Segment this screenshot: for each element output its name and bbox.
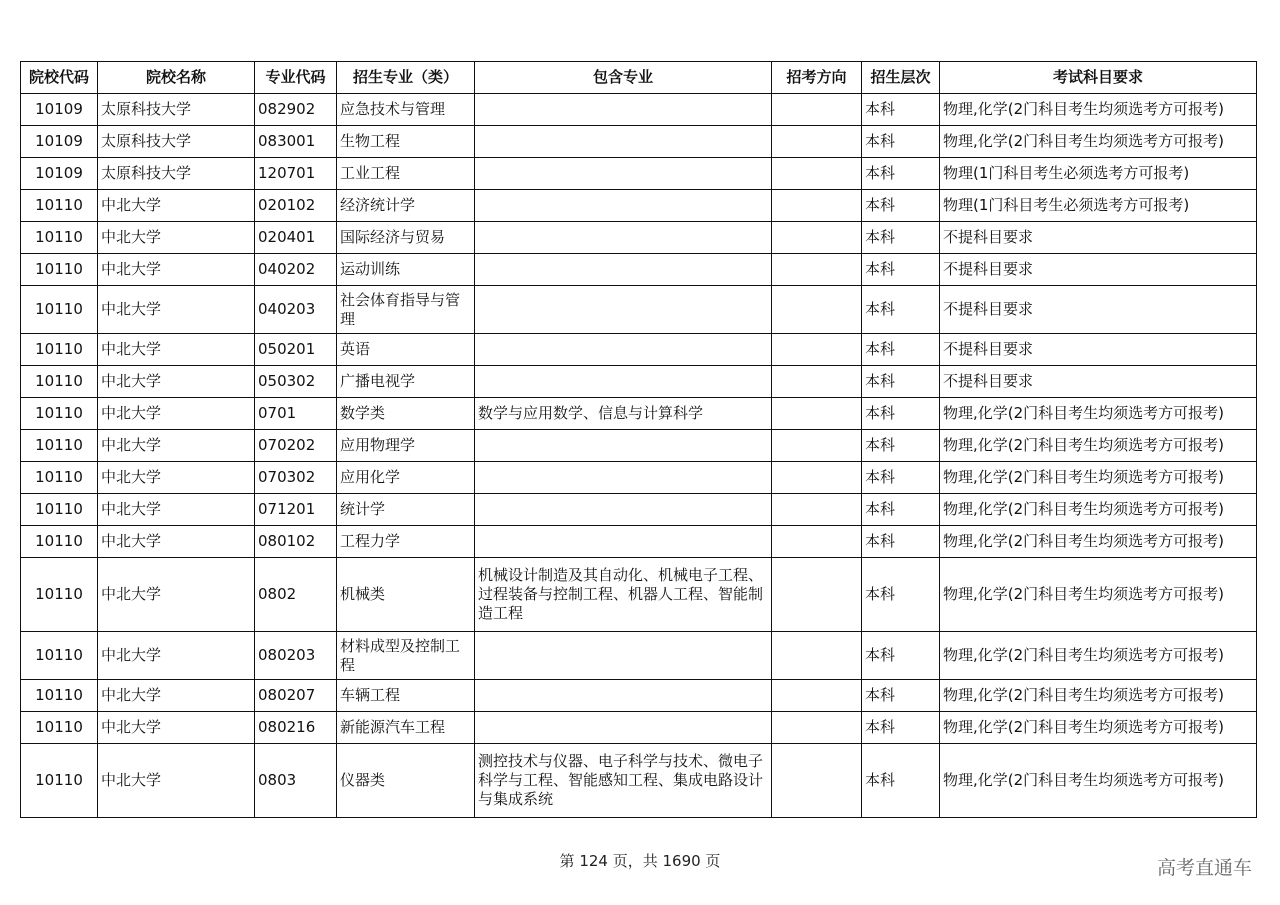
cell-direction [772,680,862,712]
cell-school-name: 中北大学 [98,254,255,286]
cell-major-code: 080102 [255,526,337,558]
cell-direction [772,366,862,398]
cell-school-code: 10110 [21,558,98,632]
table-row [21,158,1257,190]
cell-subject-requirements: 物理,化学(2门科目考生均须选考方可报考) [940,744,1257,818]
cell-subject-requirements: 不提科目要求 [940,254,1257,286]
header-school-code: 院校代码 [21,62,98,94]
cell-level: 本科 [862,158,940,190]
header-included-majors: 包含专业 [475,62,772,94]
cell-major: 新能源汽车工程 [337,712,475,744]
cell-major: 材料成型及控制工程 [337,632,475,680]
cell-school-code: 10110 [21,430,98,462]
cell-major: 应用物理学 [337,430,475,462]
cell-included-majors [475,190,772,222]
cell-included-majors: 机械设计制造及其自动化、机械电子工程、过程装备与控制工程、机器人工程、智能制造工程 [475,558,772,632]
cell-included-majors: 数学与应用数学、信息与计算科学 [475,398,772,430]
cell-subject-requirements: 物理,化学(2门科目考生均须选考方可报考) [940,494,1257,526]
table-row [21,254,1257,286]
cell-major: 应急技术与管理 [337,94,475,126]
cell-school-code: 10109 [21,126,98,158]
header-school-name: 院校名称 [98,62,255,94]
table-row [21,462,1257,494]
cell-major-code: 020401 [255,222,337,254]
cell-major-code: 0803 [255,744,337,818]
cell-school-name: 中北大学 [98,632,255,680]
cell-major: 工程力学 [337,526,475,558]
cell-major: 车辆工程 [337,680,475,712]
cell-direction [772,558,862,632]
cell-major-code: 070202 [255,430,337,462]
cell-subject-requirements: 不提科目要求 [940,334,1257,366]
cell-level: 本科 [862,744,940,818]
cell-included-majors [475,286,772,334]
cell-major-code: 0701 [255,398,337,430]
cell-school-code: 10110 [21,366,98,398]
table-row [21,680,1257,712]
cell-school-code: 10110 [21,494,98,526]
cell-major-code: 071201 [255,494,337,526]
table-row [21,190,1257,222]
cell-included-majors [475,254,772,286]
cell-major: 运动训练 [337,254,475,286]
cell-major: 英语 [337,334,475,366]
cell-level: 本科 [862,94,940,126]
header-direction: 招考方向 [772,62,862,94]
cell-included-majors [475,222,772,254]
cell-included-majors [475,366,772,398]
cell-major: 社会体育指导与管理 [337,286,475,334]
cell-major-code: 080203 [255,632,337,680]
cell-major-code: 040202 [255,254,337,286]
cell-included-majors [475,632,772,680]
cell-included-majors [475,680,772,712]
cell-major-code: 083001 [255,126,337,158]
table-row [21,398,1257,430]
cell-level: 本科 [862,526,940,558]
cell-major: 经济统计学 [337,190,475,222]
cell-major-code: 120701 [255,158,337,190]
cell-direction [772,254,862,286]
cell-subject-requirements: 物理,化学(2门科目考生均须选考方可报考) [940,680,1257,712]
cell-school-code: 10110 [21,462,98,494]
watermark-text: 高考直通车 [1156,857,1252,879]
table-row [21,632,1257,680]
cell-level: 本科 [862,334,940,366]
cell-included-majors [475,334,772,366]
cell-direction [772,126,862,158]
cell-major-code: 080207 [255,680,337,712]
cell-level: 本科 [862,398,940,430]
cell-major: 机械类 [337,558,475,632]
admissions-table [20,61,1257,818]
cell-school-name: 中北大学 [98,222,255,254]
cell-school-code: 10110 [21,254,98,286]
cell-school-code: 10110 [21,632,98,680]
cell-school-name: 中北大学 [98,334,255,366]
cell-school-name: 中北大学 [98,286,255,334]
cell-included-majors [475,526,772,558]
cell-subject-requirements: 不提科目要求 [940,222,1257,254]
cell-school-code: 10110 [21,334,98,366]
cell-major: 工业工程 [337,158,475,190]
cell-direction [772,94,862,126]
cell-level: 本科 [862,462,940,494]
cell-direction [772,462,862,494]
cell-subject-requirements: 物理,化学(2门科目考生均须选考方可报考) [940,526,1257,558]
table-row [21,286,1257,334]
cell-included-majors [475,712,772,744]
cell-direction [772,526,862,558]
cell-subject-requirements: 物理(1门科目考生必须选考方可报考) [940,190,1257,222]
cell-level: 本科 [862,494,940,526]
cell-subject-requirements: 不提科目要求 [940,366,1257,398]
cell-school-name: 中北大学 [98,430,255,462]
table-row [21,334,1257,366]
cell-direction [772,286,862,334]
cell-level: 本科 [862,190,940,222]
cell-level: 本科 [862,632,940,680]
table-header-row [21,62,1257,94]
cell-direction [772,158,862,190]
cell-direction [772,398,862,430]
cell-school-code: 10110 [21,190,98,222]
cell-major-code: 040203 [255,286,337,334]
table-row [21,526,1257,558]
cell-level: 本科 [862,222,940,254]
cell-included-majors [475,430,772,462]
cell-major-code: 082902 [255,94,337,126]
cell-school-name: 中北大学 [98,712,255,744]
cell-major-code: 0802 [255,558,337,632]
table-row [21,366,1257,398]
cell-major-code: 070302 [255,462,337,494]
cell-direction [772,190,862,222]
cell-school-code: 10110 [21,398,98,430]
header-major-code: 专业代码 [255,62,337,94]
cell-subject-requirements: 物理,化学(2门科目考生均须选考方可报考) [940,430,1257,462]
cell-direction [772,494,862,526]
cell-school-name: 中北大学 [98,526,255,558]
table-row [21,712,1257,744]
cell-major: 数学类 [337,398,475,430]
cell-school-code: 10110 [21,286,98,334]
cell-direction [772,632,862,680]
cell-school-name: 太原科技大学 [98,158,255,190]
cell-subject-requirements: 物理,化学(2门科目考生均须选考方可报考) [940,632,1257,680]
page-number: 第 124 页，共 1690 页 [559,852,721,870]
cell-direction [772,712,862,744]
cell-subject-requirements: 物理(1门科目考生必须选考方可报考) [940,158,1257,190]
table-row [21,222,1257,254]
table-row [21,430,1257,462]
cell-direction [772,430,862,462]
table-row [21,744,1257,818]
cell-school-code: 10110 [21,712,98,744]
cell-subject-requirements: 物理,化学(2门科目考生均须选考方可报考) [940,126,1257,158]
cell-school-name: 中北大学 [98,366,255,398]
table-row [21,558,1257,632]
cell-school-name: 中北大学 [98,680,255,712]
cell-included-majors [475,462,772,494]
cell-included-majors [475,158,772,190]
cell-subject-requirements: 物理,化学(2门科目考生均须选考方可报考) [940,558,1257,632]
cell-level: 本科 [862,126,940,158]
cell-school-name: 中北大学 [98,398,255,430]
cell-major: 国际经济与贸易 [337,222,475,254]
cell-level: 本科 [862,366,940,398]
cell-school-code: 10109 [21,158,98,190]
cell-school-name: 中北大学 [98,558,255,632]
table-row [21,494,1257,526]
table-row [21,126,1257,158]
cell-school-code: 10110 [21,526,98,558]
cell-level: 本科 [862,680,940,712]
cell-school-name: 中北大学 [98,494,255,526]
cell-major: 广播电视学 [337,366,475,398]
cell-subject-requirements: 不提科目要求 [940,286,1257,334]
header-major: 招生专业（类） [337,62,475,94]
cell-direction [772,334,862,366]
cell-included-majors [475,494,772,526]
cell-level: 本科 [862,558,940,632]
cell-subject-requirements: 物理,化学(2门科目考生均须选考方可报考) [940,94,1257,126]
cell-included-majors [475,94,772,126]
cell-major-code: 080216 [255,712,337,744]
cell-subject-requirements: 物理,化学(2门科目考生均须选考方可报考) [940,712,1257,744]
cell-school-name: 中北大学 [98,462,255,494]
cell-level: 本科 [862,430,940,462]
table-row [21,94,1257,126]
cell-school-name: 中北大学 [98,190,255,222]
cell-included-majors: 测控技术与仪器、电子科学与技术、微电子科学与工程、智能感知工程、集成电路设计与集成系统 [475,744,772,818]
cell-major-code: 020102 [255,190,337,222]
cell-school-code: 10109 [21,94,98,126]
cell-major: 生物工程 [337,126,475,158]
cell-included-majors [475,126,772,158]
cell-level: 本科 [862,254,940,286]
cell-subject-requirements: 物理,化学(2门科目考生均须选考方可报考) [940,398,1257,430]
cell-level: 本科 [862,712,940,744]
cell-major: 仪器类 [337,744,475,818]
cell-direction [772,222,862,254]
cell-school-name: 太原科技大学 [98,94,255,126]
header-level: 招生层次 [862,62,940,94]
cell-school-code: 10110 [21,680,98,712]
cell-major-code: 050201 [255,334,337,366]
cell-major-code: 050302 [255,366,337,398]
cell-direction [772,744,862,818]
cell-school-name: 中北大学 [98,744,255,818]
cell-school-code: 10110 [21,744,98,818]
cell-major: 应用化学 [337,462,475,494]
cell-school-code: 10110 [21,222,98,254]
cell-school-name: 太原科技大学 [98,126,255,158]
cell-subject-requirements: 物理,化学(2门科目考生均须选考方可报考) [940,462,1257,494]
header-subject-requirements: 考试科目要求 [940,62,1257,94]
cell-level: 本科 [862,286,940,334]
cell-major: 统计学 [337,494,475,526]
